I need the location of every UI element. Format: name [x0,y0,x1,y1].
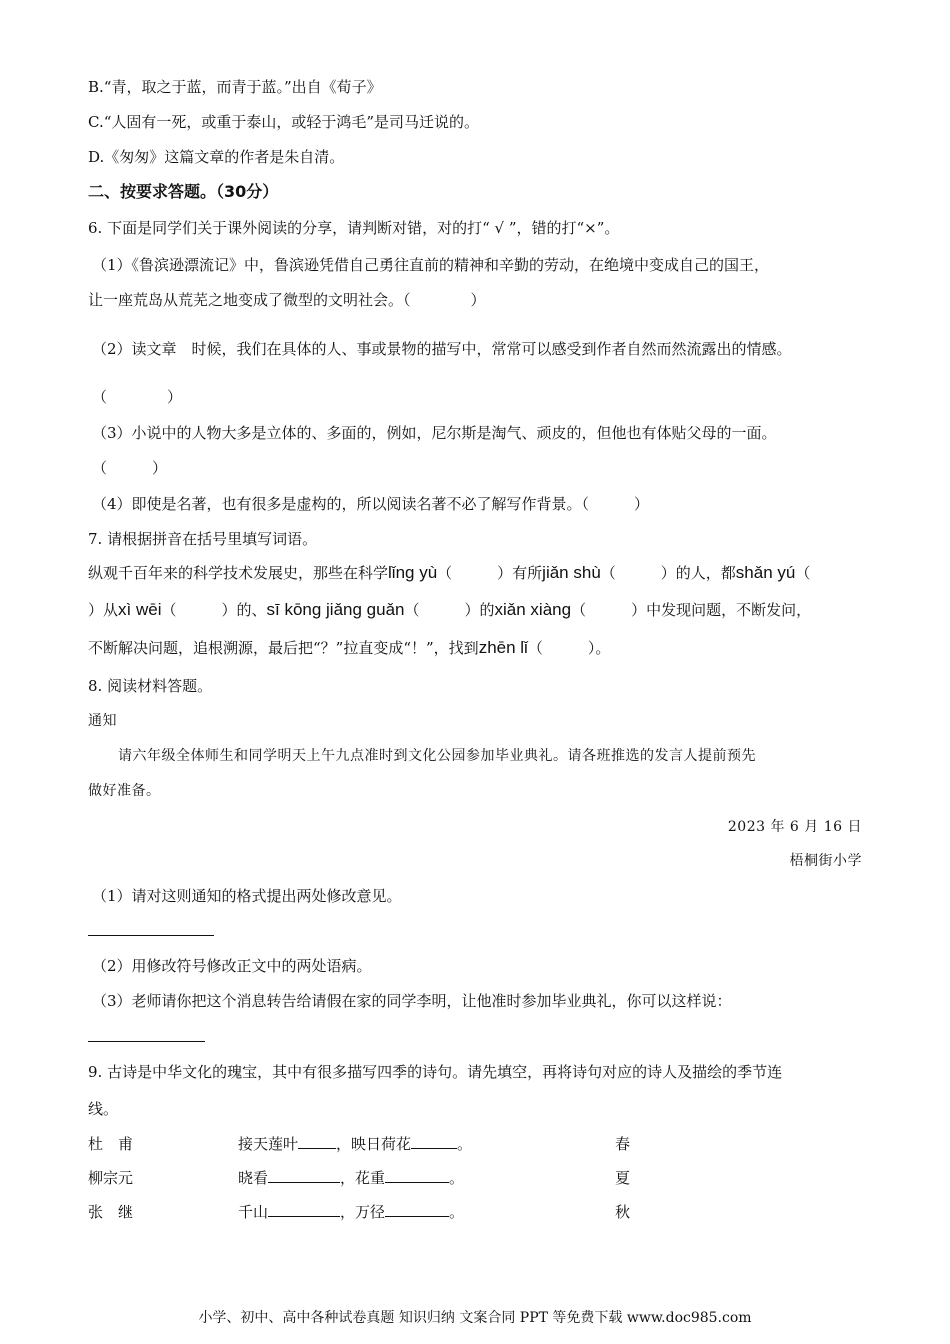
text: ，万径 [340,1203,386,1221]
text: ，花重 [340,1169,386,1187]
pinyin: shǎn yú [735,563,796,582]
text: （ ）有所 [437,564,543,582]
text: ，映日荷花 [336,1135,412,1153]
fill-blank[interactable] [268,1168,340,1183]
fill-blank[interactable] [411,1134,457,1149]
q8-part-2: （2）用修改符号修改正文中的两处语病。 [92,957,372,975]
poet-liu-zongyuan: 柳宗元 [88,1169,134,1187]
q9-stem-a: 9. 古诗是中华文化的瑰宝，其中有很多描写四季的诗句。请先填空，再将诗句对应的诗人及描绘的季节连 [88,1063,783,1081]
pinyin: lǐng yù [388,563,438,582]
q8-part-3: （3）老师请你把这个消息转告给请假在家的同学李明，让他准时参加毕业典礼，你可以这样说： [92,992,732,1010]
notice-body-a: 请六年级全体师生和同学明天上午九点准时到文化公园参加毕业典礼。请各班推选的发言人提前预先 [118,748,756,764]
text: 。 [457,1135,473,1153]
season-summer: 夏 [615,1169,631,1187]
q7-line-1 [88,563,810,583]
poem-line-3 [238,1202,464,1222]
fill-blank[interactable] [268,1202,340,1217]
poem-line-2 [238,1168,464,1188]
notice-title: 通知 [88,713,117,729]
poet-du-fu: 杜 甫 [88,1135,134,1153]
q6-stem: 6. 下面是同学们关于课外阅读的分享，请判断对错，对的打“ √ ”，错的打“×”。 [88,219,620,237]
pinyin: zhēn lǐ [478,638,528,657]
poet-zhang-ji: 张 继 [88,1203,134,1221]
text: 接天莲叶 [238,1135,299,1153]
q9-stem-b: 线。 [88,1100,119,1118]
poem-line-1 [238,1134,472,1154]
q8-part-1: （1）请对这则通知的格式提出两处修改意见。 [92,887,402,905]
q6-statement-3a: （3）小说中的人物大多是立体的、多面的，例如，尼尔斯是淘气、顽皮的，但他也有体贴父母的一面。 [92,424,777,442]
text: 晓看 [238,1169,269,1187]
notice-body-b: 做好准备。 [88,783,161,799]
page-footer: 小学、初中、高中各种试卷真题 知识归纳 文案合同 PPT 等免费下载 www.doc985.com [198,1310,752,1326]
q6-statement-3b: （ ） [92,459,168,477]
q6-statement-1a: （1）《鲁滨逊漂流记》中，鲁滨逊凭借自己勇往直前的精神和辛勤的劳动，在绝境中变成自己的国王， [92,256,770,274]
fill-blank[interactable] [298,1134,336,1149]
text: （ [795,564,811,582]
season-spring: 春 [615,1135,631,1153]
text: （ ）。 [527,639,611,657]
q7-stem: 7. 请根据拼音在括号里填写词语。 [88,530,318,548]
text: （ ）中发现问题，不断发问， [571,601,812,619]
option-c: C.“人固有一死，或重于泰山，或轻于鸿毛”是司马迁说的。 [88,113,480,131]
text: （ ）的 [404,601,495,619]
notice-signer: 梧桐街小学 [789,853,862,869]
q6-statement-4: （4）即使是名著，也有很多是虚构的，所以阅读名著不必了解写作背景。（ ） [92,495,650,513]
text: 。 [449,1169,465,1187]
text: （ ）的、 [161,601,267,619]
text: 纵观千百年来的科学技术发展史，那些在科学 [88,564,389,582]
fill-blank[interactable] [385,1168,449,1183]
pinyin: xì wēi [118,600,162,619]
q7-line-2 [88,600,811,620]
text: ）从 [88,601,119,619]
notice-date: 2023 年 6 月 16 日 [727,819,862,835]
q8-stem: 8. 阅读材料答题。 [88,677,213,695]
q6-statement-2b: （ ） [92,388,183,406]
text: 。 [449,1203,465,1221]
text: （ ）的人，都 [600,564,736,582]
answer-line[interactable] [88,1041,205,1042]
pinyin: sī kōng jiǎng guǎn [266,600,405,619]
option-b: B.“青，取之于蓝，而青于蓝。”出自《荀子》 [88,78,382,96]
season-autumn: 秋 [615,1203,631,1221]
pinyin: jiǎn shù [542,563,601,582]
section-2-title: 二、按要求答题。（30分） [88,182,279,201]
pinyin: xiǎn xiàng [494,600,572,619]
q7-line-3 [88,638,610,658]
q6-statement-1b: 让一座荒岛从荒芜之地变成了微型的文明社会。（ ） [88,291,486,309]
text: 千山 [238,1203,269,1221]
q6-statement-2a: （2）读文章 时候，我们在具体的人、事或景物的描写中，常常可以感受到作者自然而然流露出的情感。 [92,340,792,358]
text: 不断解决问题，追根溯源，最后把“？”拉直变成“！”，找到 [88,639,479,657]
fill-blank[interactable] [385,1202,449,1217]
answer-line[interactable] [88,935,214,936]
option-d: D.《匆匆》这篇文章的作者是朱自清。 [88,148,345,166]
